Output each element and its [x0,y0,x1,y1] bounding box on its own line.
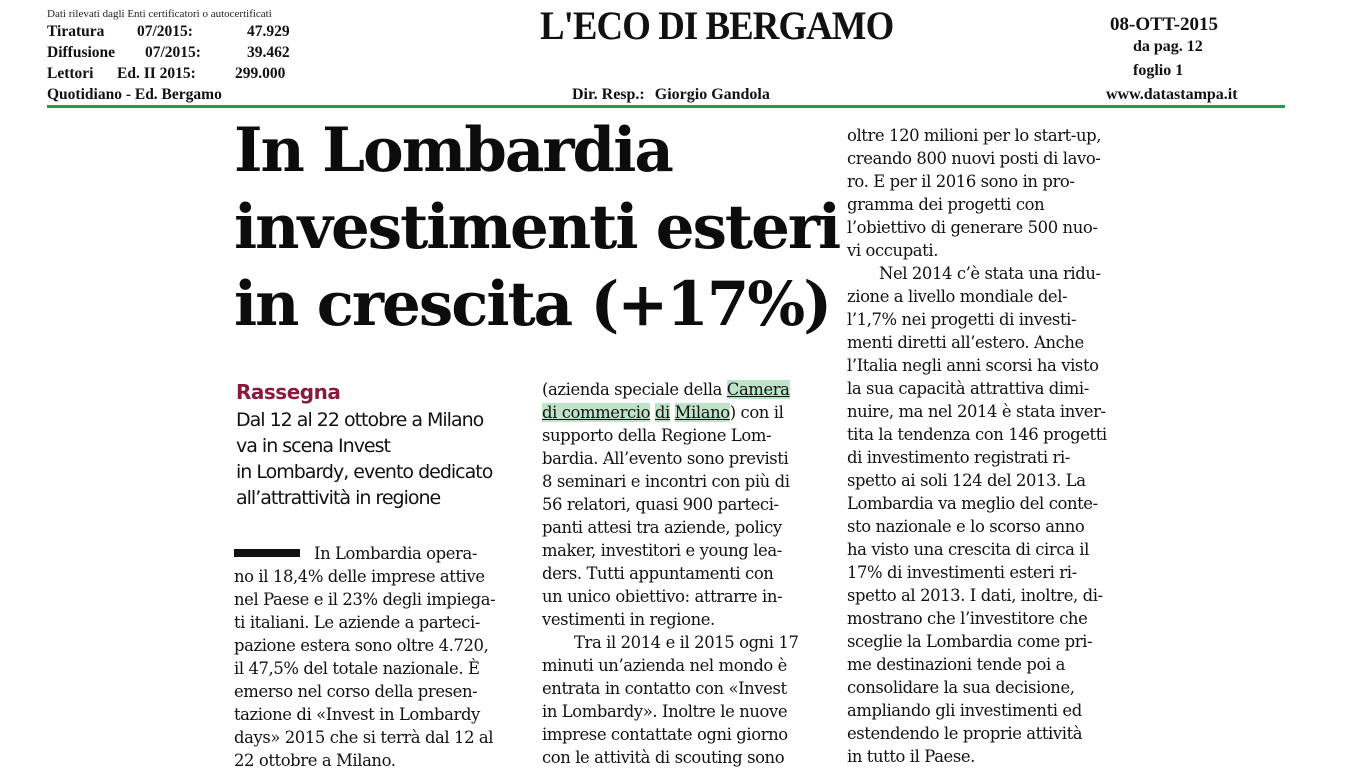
article-summary [236,407,492,511]
text-line: la sua capacità attrattiva dimi- [847,379,1089,398]
stat-period: 07/2015: [145,44,201,61]
director-line [572,86,770,104]
text-fragment: (azienda speciale della [542,380,727,399]
sheet-ref: foglio 1 [1133,62,1184,79]
page-ref: da pag. 12 [1133,38,1203,55]
stat-diffusione [47,43,290,63]
text-line: panti attesi tra aziende, policy [542,518,782,537]
lead-bar [234,549,300,557]
text-line: bardia. All’evento sono previsti [542,449,789,468]
stat-value: 39.462 [247,44,290,61]
headline [234,112,839,343]
text-line: imprese contattate ogni giorno [542,725,788,744]
text-line: estendendo le proprie attività [847,724,1083,743]
text-line [542,378,827,401]
stat-lettori [47,64,285,84]
text-line: creando 800 nuovi posti di lavo- [847,149,1101,168]
column-3 [847,124,1137,770]
text-line: sto nazionale e lo scorso anno [847,517,1085,536]
text-line: 8 seminari e incontri con più di [542,472,790,491]
text-line: Lombardia va meglio del conte- [847,494,1098,513]
text-line: entrata in contatto con «Invest [542,679,787,698]
text-line: supporto della Regione Lom- [542,426,772,445]
site-link[interactable]: www.datastampa.it [1106,86,1238,103]
text-line: tazione di «Invest in Lombardy [234,705,480,724]
text-line: ders. Tutti appuntamenti con [542,564,774,583]
text-line: ti italiani. Le aziende a parteci- [234,613,480,632]
text-line: 17% di investimenti esteri ri- [847,563,1077,582]
text-fragment: In Lombardia opera- [314,544,477,563]
text-fragment: ) con il [729,403,784,422]
stat-tiratura [47,22,290,42]
column-1 [234,542,519,770]
text-line: zione a livello mondiale del- [847,287,1068,306]
summary-line: va in scena Invest [236,435,390,457]
summary-line: Dal 12 al 22 ottobre a Milano [236,409,484,431]
text-line: ha visto una crescita di circa il [847,540,1089,559]
text-line: nel Paese e il 23% degli impiega- [234,590,496,609]
text-line: maker, investitori e young lea- [542,541,782,560]
text-line: nuire, ma nel 2014 è stata inver- [847,402,1106,421]
link-camera[interactable]: Camera [726,380,790,399]
headline-line: In Lombardia [234,115,672,186]
stat-label: Diffusione [47,44,116,61]
stat-value: 299.000 [235,65,286,82]
text-line: minuti un’azienda nel mondo è [542,656,787,675]
text-line: un unico obiettivo: attrarre in- [542,587,783,606]
stat-value: 47.929 [247,23,290,40]
summary-line: in Lombardy, evento dedicato [236,461,493,483]
text-line: vestimenti in regione. [542,610,715,629]
text-line: days» 2015 che si terrà dal 12 al [234,728,494,747]
stat-label: Tiratura [47,23,105,40]
text-line: Tra il 2014 e il 2015 ogni 17 [574,633,799,652]
text-line: ro. E per il 2016 sono in pro- [847,172,1075,191]
director-label: Dir. Resp.: [572,86,645,103]
headline-line: in crescita (+17%) [234,269,831,340]
text-line: spetto ai soli 124 del 2013. La [847,471,1086,490]
text-line: 56 relatori, quasi 900 parteci- [542,495,779,514]
text-line: 22 ottobre a Milano. [234,751,396,770]
text-line [234,542,519,565]
newspaper-logo: L'ECO DI BERGAMO [540,3,894,48]
summary-line: all’attrattività in regione [236,487,441,509]
masthead-rule [47,105,1285,108]
director-name: Giorgio Gandola [654,86,770,103]
text-line: pazione estera sono oltre 4.720, [234,636,489,655]
link-di[interactable]: di [654,403,670,422]
source-note: Dati rilevati dagli Enti certificatori o autocertificati [47,8,272,20]
text-line: me destinazioni tende poi a [847,655,1065,674]
text-line [542,401,827,424]
text-line: gramma dei progetti con [847,195,1045,214]
text-line: Nel 2014 c’è stata una ridu- [879,264,1101,283]
text-line: spetto al 2013. I dati, inoltre, di- [847,586,1103,605]
text-line: sceglie la Lombardia come pri- [847,632,1093,651]
text-line: emerso nel corso della presen- [234,682,478,701]
link-milano[interactable]: Milano [674,403,730,422]
text-line: no il 18,4% delle imprese attive [234,567,485,586]
stat-period: Ed. II 2015: [117,65,196,82]
text-line: ampliando gli investimenti ed [847,701,1082,720]
text-line: tita la tendenza con 146 progetti [847,425,1107,444]
text-line: in tutto il Paese. [847,747,975,766]
text-line: l’Italia negli anni scorsi ha visto [847,356,1099,375]
text-line: mostrano che l’investitore che [847,609,1088,628]
edition-label: Quotidiano - Ed. Bergamo [47,86,222,103]
text-line: di investimento registrati ri- [847,448,1070,467]
link-commercio[interactable]: di commercio [542,403,651,422]
stat-period: 07/2015: [137,23,193,40]
text-line: vi occupati. [847,241,938,260]
text-line: il 47,5% del totale nazionale. È [234,659,480,678]
text-line: oltre 120 milioni per lo start-up, [847,126,1102,145]
text-line: in Lombardy». Inoltre le nuove [542,702,788,721]
headline-line: investimenti esteri [234,192,840,263]
column-2 [542,378,827,770]
text-line: consolidare la sua decisione, [847,678,1075,697]
text-line: l’1,7% nei progetti di investi- [847,310,1077,329]
stat-label: Lettori [47,65,94,82]
rubric-label: Rassegna [236,380,341,404]
text-line: l’obiettivo di generare 500 nuo- [847,218,1098,237]
text-line: con le attività di scouting sono [542,748,785,767]
text-line: menti diretti all’estero. Anche [847,333,1084,352]
issue-date: 08-OTT-2015 [1110,14,1219,35]
